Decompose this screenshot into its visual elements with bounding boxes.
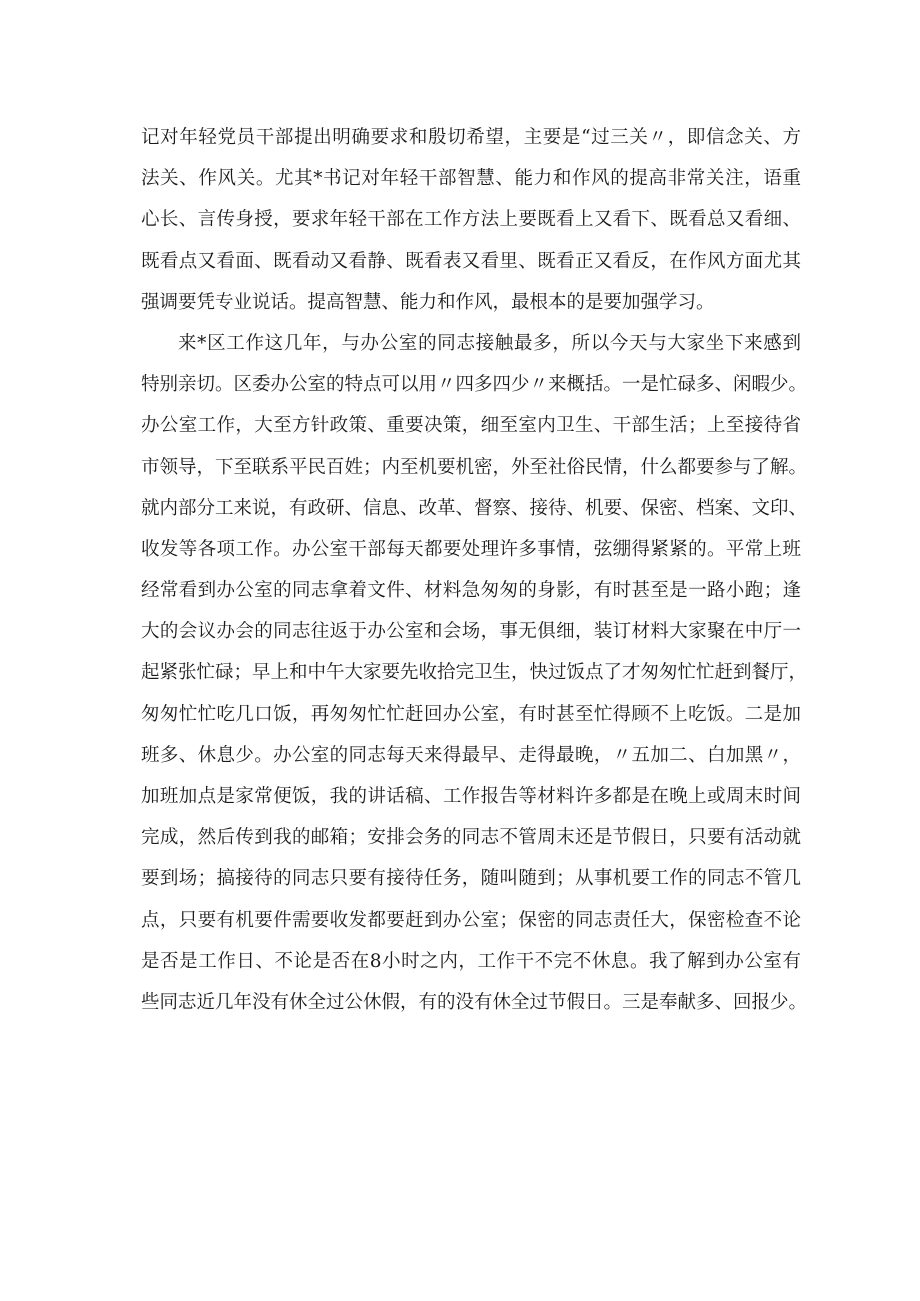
text-line: 大的会议办会的同志往返于办公室和会场，事无俱细，装订材料大家聚在中厅一 <box>141 621 801 643</box>
text-line: 加班加点是家常便饭，我的讲话稿、工作报告等材料许多都是在晚上或周末时间 <box>141 786 801 807</box>
text-line: 法关、作风关。尤其*书记对年轻干部智慧、能力和作风的提高非常关注，语重 <box>141 168 801 190</box>
text-line: 班多、休息少。办公室的同志每天来得最早、走得最晚，〃五加二、白加黑〃， <box>141 744 801 766</box>
text-line: 点，只要有机要件需要收发都要赶到办公室；保密的同志责任大，保密检查不论 <box>141 909 801 931</box>
text-line: 既看点又看面、既看动又看静、既看表又看里、既看正又看反，在作风方面尤其 <box>141 250 801 272</box>
text-line: 心长、言传身授，要求年轻干部在工作方法上要既看上又看下、既看总又看细、 <box>141 209 801 231</box>
text-line: 收发等各项工作。办公室干部每天都要处理许多事情，弦绷得紧紧的。平常上班 <box>141 538 801 560</box>
text-line: 市领导，下至联系平民百姓；内至机要机密，外至社俗民情，什么都要参与了解。 <box>141 456 808 478</box>
text-line: 来*区工作这几年，与办公室的同志接触最多，所以今天与大家坐下来感到 <box>178 332 801 354</box>
paragraph <box>141 117 801 323</box>
text-line: 就内部分工来说，有政研、信息、改革、督察、接待、机要、保密、档案、文印、 <box>141 497 808 519</box>
text-line: 强调要凭专业说话。提高智慧、能力和作风，最根本的是要加强学习。 <box>141 291 715 313</box>
text-line: 起紧张忙碌；早上和中午大家要先收拾完卫生，快过饭点了才匆匆忙忙赶到餐厅， <box>141 662 808 684</box>
text-line: 要到场；搞接待的同志只要有接待任务，随叫随到；从事机要工作的同志不管几 <box>141 868 801 890</box>
text-line: 办公室工作，大至方针政策、重要决策，细至室内卫生、干部生活；上至接待省 <box>141 415 801 437</box>
text-line: 特别亲切。区委办公室的特点可以用〃四多四少〃来概括。一是忙碌多、闲暇少。 <box>141 374 808 396</box>
text-line: 是否是工作日、不论是否在8小时之内，工作干不完不休息。我了解到办公室有 <box>141 950 801 972</box>
body-text <box>141 117 808 1023</box>
text-line: 经常看到办公室的同志拿着文件、材料急匆匆的身影，有时甚至是一路小跑；逢 <box>141 580 801 602</box>
paragraph <box>141 323 808 1023</box>
text-line: 完成，然后传到我的邮箱；安排会务的同志不管周末还是节假日，只要有活动就 <box>141 827 801 849</box>
text-line: 记对年轻党员干部提出明确要求和殷切希望，主要是“过三关〃，即信念关、方 <box>141 127 801 148</box>
text-line: 些同志近几年没有休全过公休假，有的没有休全过节假日。三是奉献多、回报少。 <box>141 991 808 1013</box>
text-line: 匆匆忙忙吃几口饭，再匆匆忙忙赶回办公室，有时甚至忙得顾不上吃饭。二是加 <box>141 703 801 725</box>
